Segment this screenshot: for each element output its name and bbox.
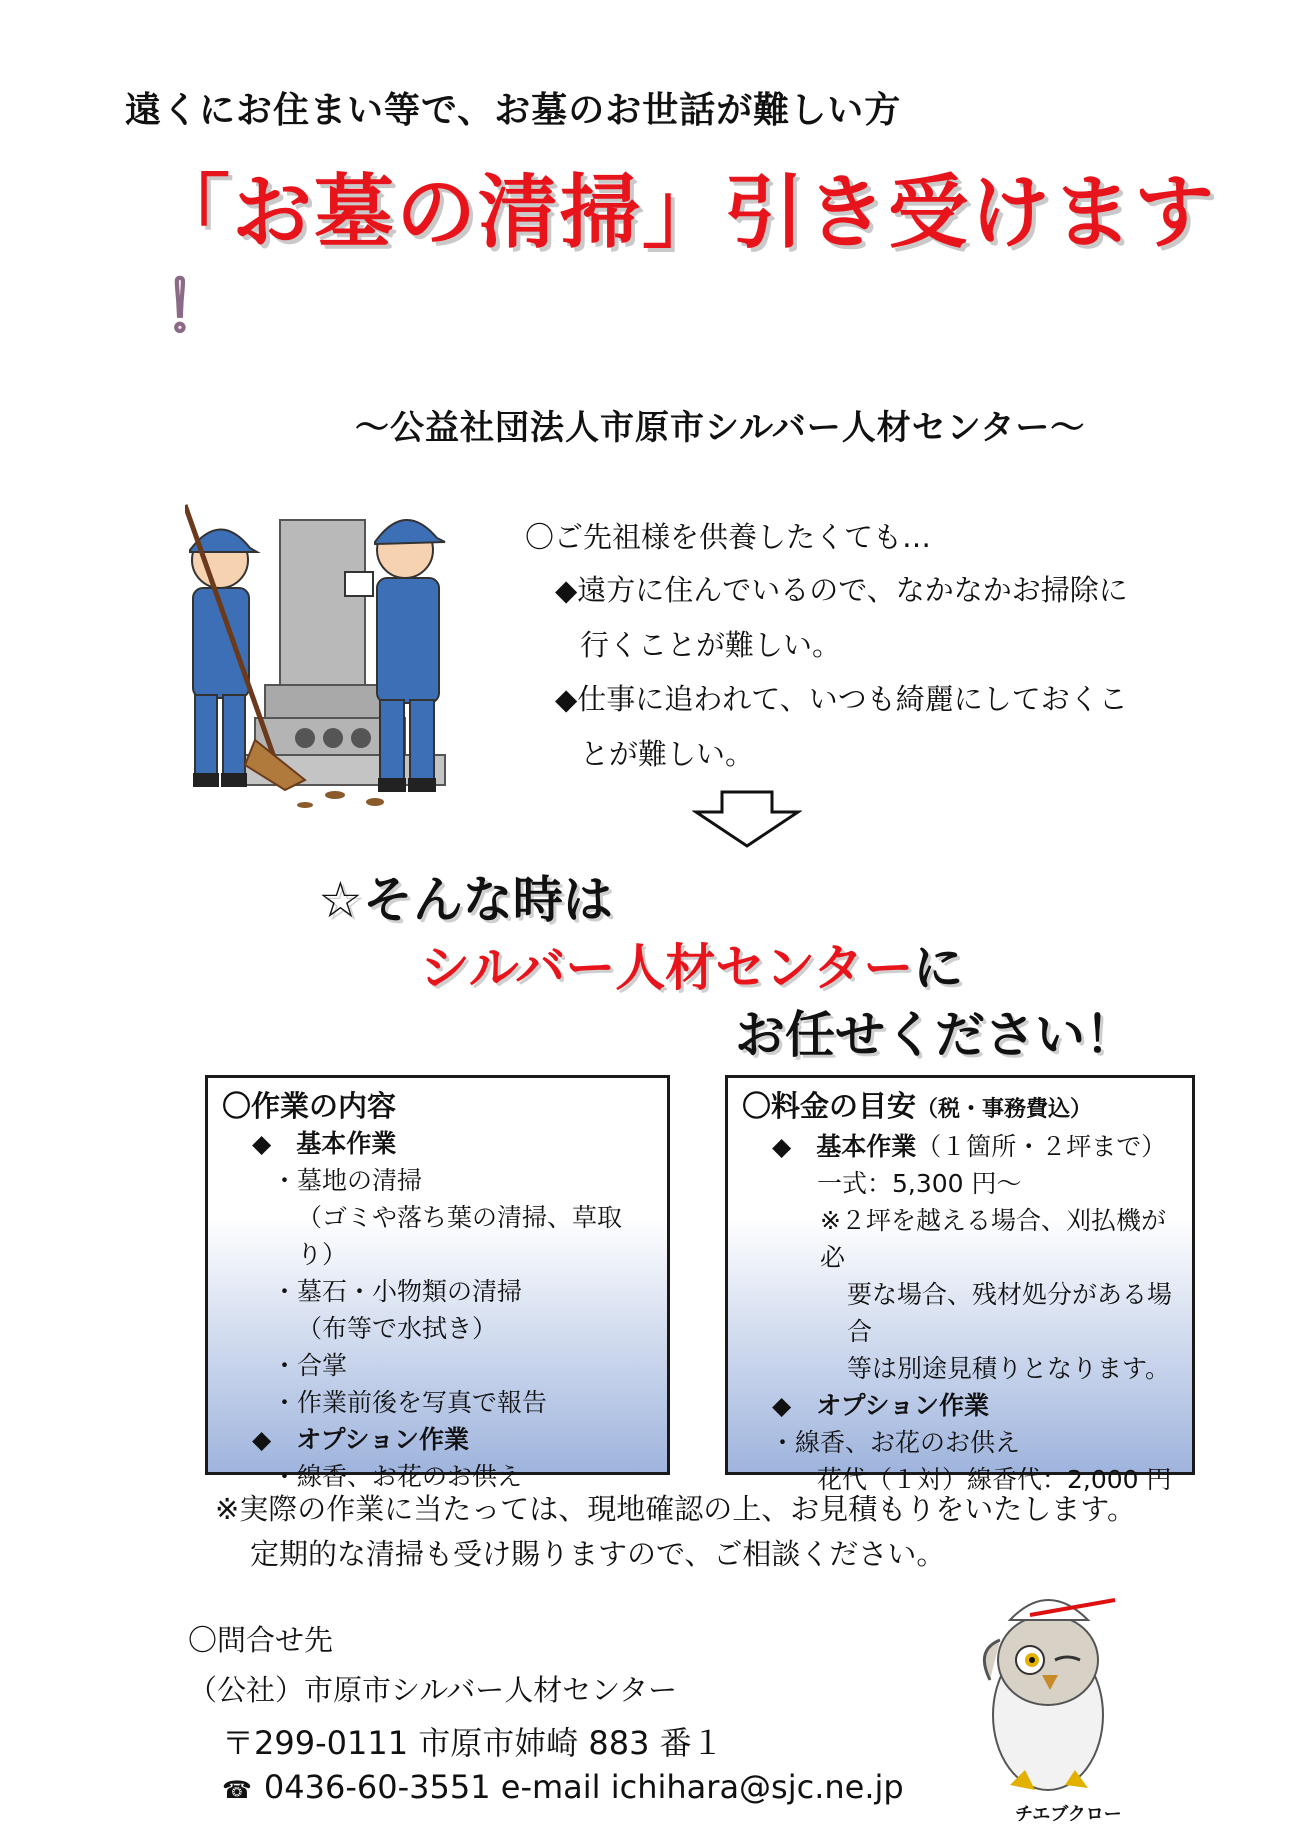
price-basic-label: ◆ 基本作業 [772,1132,917,1161]
work-basic-label: ◆ 基本作業 [252,1129,397,1158]
concern-heading: 〇ご先祖様を供養したくても… [525,520,932,554]
center-name-red: シルバー人材センター [420,939,914,997]
price-option-item: ・線香、お花のお供え [770,1428,1021,1457]
owl-mascot-image [970,1580,1125,1805]
concern-item-1-cont: 行くことが難しい。 [580,628,842,662]
remark-line-1: ※実際の作業に当たっては、現地確認の上、お見積もりをいたします。 [215,1492,1136,1526]
price-heading-text: 〇料金の目安 [742,1089,917,1123]
price-note-line: 等は別途見積りとなります。 [847,1354,1171,1383]
mascot-name: チエブクロー [1015,1804,1122,1825]
price-basic-row [742,1128,1178,1165]
work-option-label: ◆ オプション作業 [252,1425,469,1454]
concern-item-1: ◆遠方に住んでいるので、なかなかお掃除に [555,573,1128,607]
work-item: ・作業前後を写真で報告 [272,1388,548,1417]
work-item: ・合掌 [272,1351,348,1380]
concern-item-2: ◆仕事に追われて、いつも綺麗にしておくこ [555,682,1128,716]
price-option-amount: 花代（１対）線香代：2,000 円 [817,1465,1172,1494]
price-basic-note: （１箇所・２坪まで） [916,1132,1167,1161]
contact-phone-email [222,1768,904,1806]
price-box-heading [742,1088,1178,1128]
work-option-item: ・線香、お花のお供え [272,1462,523,1491]
price-heading-note: （税・事務費込） [916,1097,1093,1122]
phone-email-text: 0436-60-3551 e-mail ichihara@sjc.ne.jp [263,1768,904,1806]
work-item-detail: （ゴミや落ち葉の清掃、草取り） [297,1203,623,1269]
page-title: 「お墓の清掃」引き受けます [150,166,1216,259]
grave-cleaning-illustration [185,490,520,815]
down-arrow-icon [692,790,802,848]
work-content-box [205,1075,670,1491]
work-item: ・墓地の清掃 [272,1166,423,1195]
concern-item-2-cont: とが難しい。 [580,737,755,771]
work-item: ・墓石・小物類の清掃 [272,1277,523,1306]
work-item-detail: （布等で水拭き） [297,1314,498,1343]
price-basic-amount: 一式：5,300 円～ [817,1169,1022,1198]
work-box-heading: 〇作業の内容 [222,1089,397,1123]
slogan-line-2 [420,928,963,1000]
price-note-line: 要な場合、残材処分がある場合 [847,1280,1173,1346]
slogan-line-1: ☆そんな時は [318,871,613,929]
contact-name: （公社）市原市シルバー人材センター [188,1673,678,1707]
contact-address: 〒299-0111 市原市姉崎 883 番１ [222,1724,724,1762]
organization-name: ～公益社団法人市原市シルバー人材センター～ [355,408,1086,448]
price-box [725,1075,1195,1494]
slogan-line-2-suffix: に [913,939,964,997]
slogan-line-3: お任せください！ [735,1006,1135,1064]
price-option-label: ◆ オプション作業 [772,1391,989,1420]
remark-line-2: 定期的な清掃も受け賜りますので、ご相談ください。 [250,1537,946,1571]
lead-text: 遠くにお住まい等で、お墓のお世話が難しい方 [125,90,902,131]
exclamation-mark: ！ [163,269,232,348]
contact-heading: 〇問合せ先 [188,1623,334,1657]
phone-icon: ☎ [222,1776,252,1804]
price-note-line: ※２坪を越える場合、刈払機が必 [820,1206,1166,1272]
